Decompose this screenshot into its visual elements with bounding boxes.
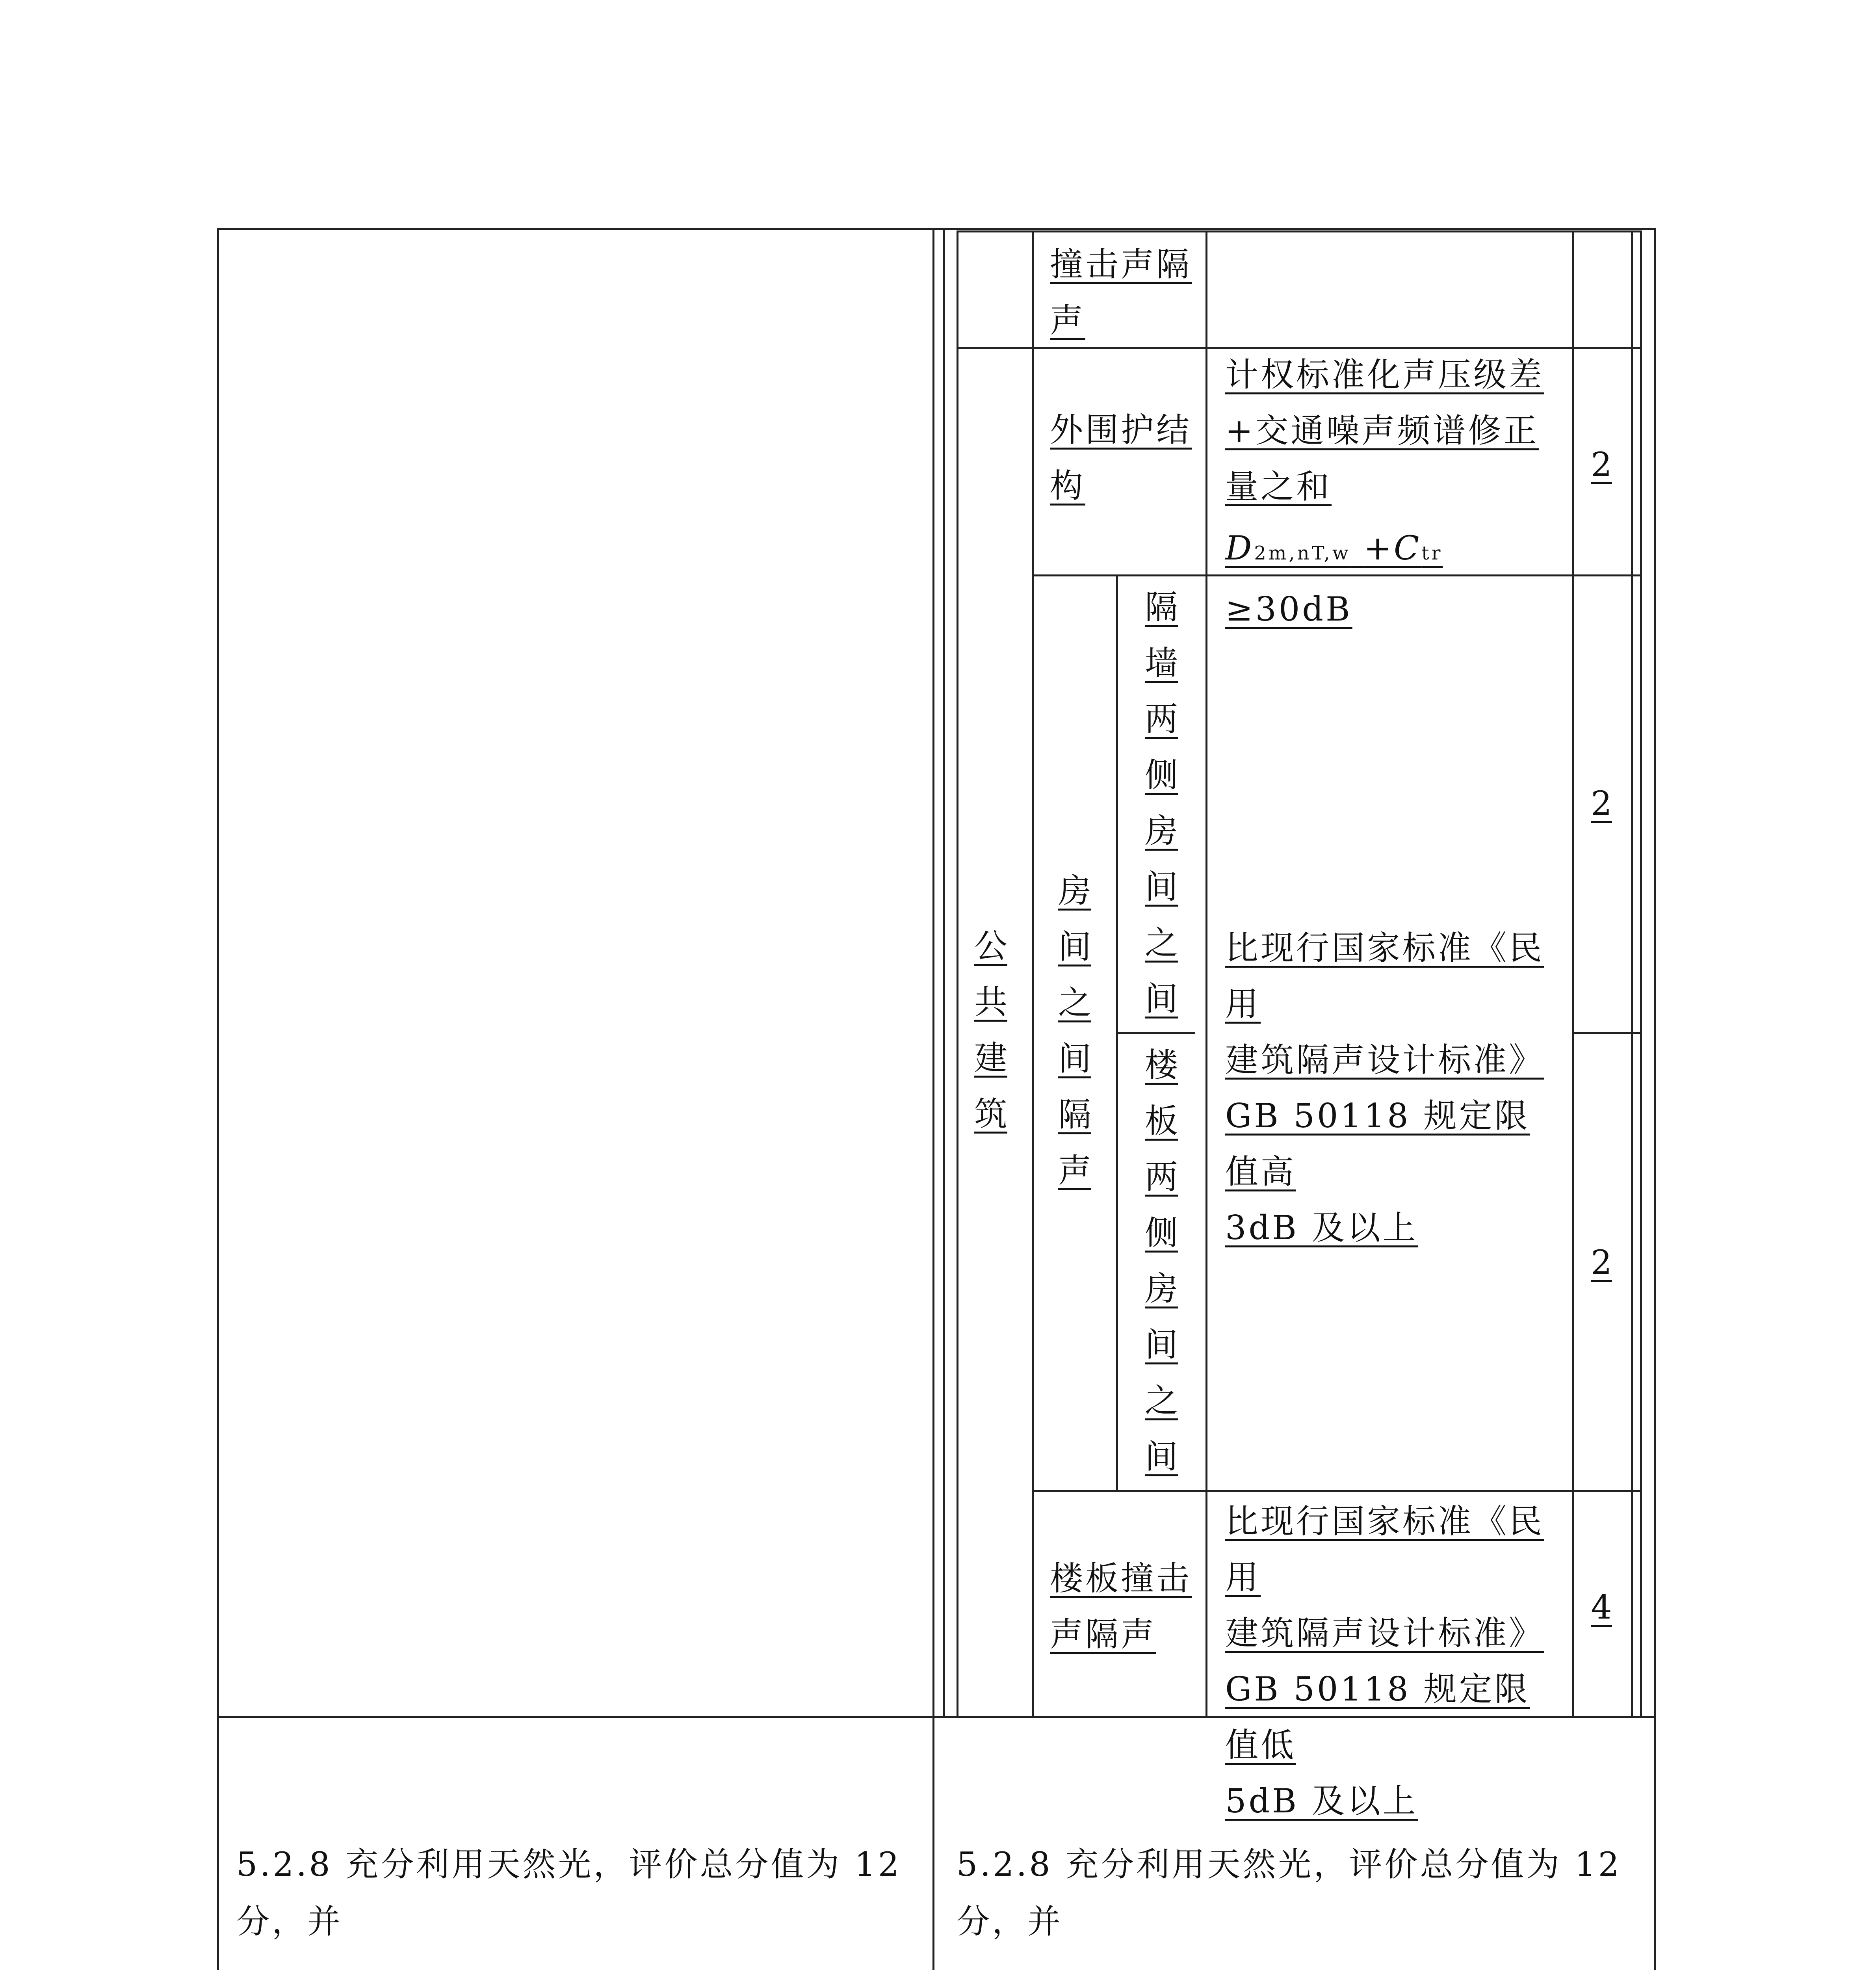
formula-d: D (1225, 529, 1254, 567)
grid-line (1032, 230, 1034, 1718)
formula-plus: + (1363, 529, 1394, 567)
wall-between-label: 隔 墙 两 侧 房 间 之 间 (1144, 588, 1178, 1018)
impact-item: 楼板撞击声隔声 (1050, 1559, 1192, 1654)
row2-score: 2 (1591, 445, 1612, 484)
public-building-label: 公 共 建 筑 (974, 927, 1007, 1133)
impact-requirement: 比现行国家标准《民用 建筑隔声设计标准》 GB 50118 规定限值低 5dB 及以上 (1225, 1502, 1545, 1820)
left-clause: 5.2.8 充分利用天然光，评价总分值为 12 分，并 (236, 1845, 914, 1941)
floor-between-label: 楼 板 两 侧 房 间 之 间 (1144, 1046, 1178, 1476)
column-divider-double (943, 228, 945, 1718)
floor-score: 2 (1591, 1243, 1612, 1282)
formula-d-sub: 2m,nT,w (1254, 542, 1351, 564)
formula-c-sub: tr (1421, 542, 1443, 564)
impact-score: 4 (1591, 1588, 1612, 1626)
column-divider (932, 228, 934, 1970)
room-requirement: 比现行国家标准《民用 建筑隔声设计标准》 GB 50118 规定限值高 3dB 及以上 (1225, 929, 1545, 1247)
grid-line (1631, 230, 1633, 1718)
formula-rhs: ≥30dB (1225, 590, 1352, 628)
row2-formula (1225, 520, 1564, 637)
formula-c: C (1393, 529, 1422, 567)
room-between-label: 房 间 之 间 隔 声 (1058, 872, 1091, 1190)
right-clause: 5.2.8 充分利用天然光，评价总分值为 12 分，并 (957, 1845, 1635, 1941)
grid-line (1572, 230, 1574, 1718)
grid-line (1116, 1032, 1195, 1034)
row2-requirement: 计权标准化声压级差+交通噪声频谱修正量之和 (1225, 355, 1545, 506)
grid-line (1205, 230, 1207, 1718)
grid-line (1572, 1032, 1642, 1034)
row1-item: 撞击声隔声 (1050, 245, 1192, 340)
wall-score: 2 (1591, 784, 1612, 823)
grid-line (1032, 1490, 1642, 1492)
row2-item: 外围护结构 (1050, 411, 1192, 505)
